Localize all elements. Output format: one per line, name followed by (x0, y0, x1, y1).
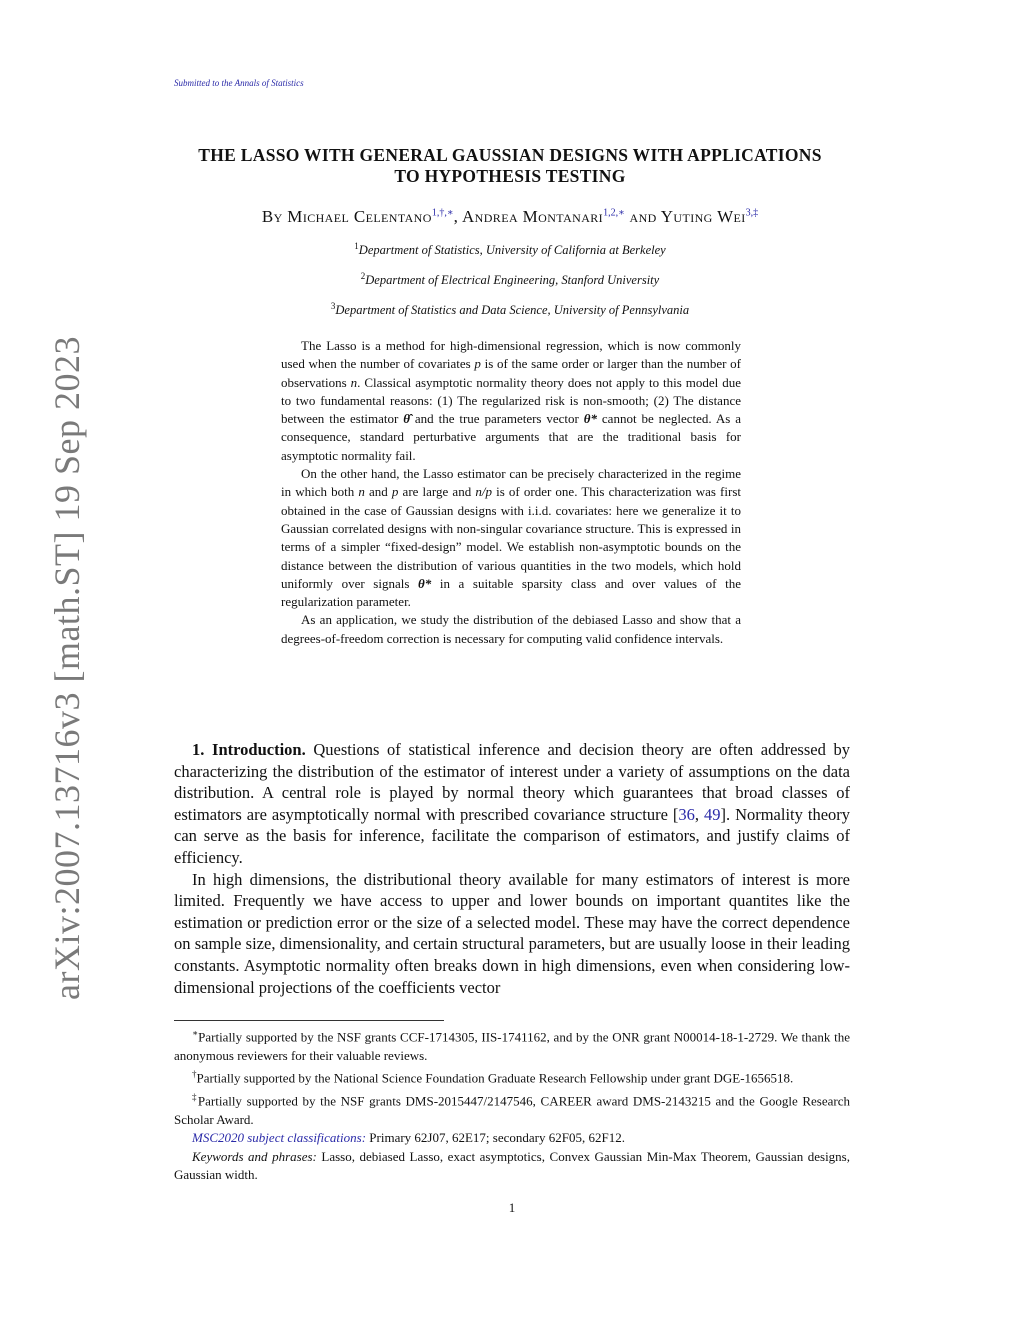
author-wei: Yuting Wei (660, 207, 746, 226)
footnotes (174, 1024, 850, 1185)
affiliation-1-num: 1 (354, 241, 359, 251)
citation-36[interactable]: 36 (678, 804, 695, 824)
affiliation-3-num: 3 (330, 301, 336, 311)
keywords: Keywords and phrases: Lasso, debiased Lasso, exact asymptotics, Convex Gaussian Min-Max Theorem, Gaussian designs, Gaussian width. (174, 1148, 850, 1183)
affiliation-2-num: 2 (360, 271, 366, 281)
title-line-2: TO HYPOTHESIS TESTING (394, 166, 626, 186)
math-n: n (350, 374, 358, 390)
affiliation-1 (160, 241, 860, 258)
author-separator: , (453, 207, 462, 226)
footnote-3-mark: ‡ (192, 1092, 198, 1103)
abstract-paragraph-1: The Lasso is a method for high-dimensional regression, which is now commonly used when the number of covariates p is of the same order or larger than the number of observations n. Classical asymptotic normality theory does not apply to this model due to two fundamental reasons: (1) The regularized risk is non-smooth; (2) The distance between the estimator θ̂ and the true parameters vector θ* cannot be neglected. As a consequence, standard perturbative arguments that are the traditional basis for asymptotic normality fail. (281, 338, 742, 463)
abstract-paragraph-3: As an application, we study the distribution of the debiased Lasso and show that a degrees-of-freedom correction is necessary for computing valid confidence intervals. (281, 612, 741, 646)
citation-49[interactable]: 49 (703, 804, 721, 824)
affiliation-3 (160, 301, 860, 318)
math-theta-hat: θ̂ (403, 411, 411, 427)
affiliation-2 (160, 271, 860, 288)
paper-title (160, 145, 860, 187)
abstract (281, 337, 741, 648)
math-theta-star: θ* (417, 575, 432, 591)
arxiv-identifier-watermark: arXiv:2007.13716v3 [math.ST] 19 Sep 2023 (47, 336, 87, 1000)
footnote-2-mark: † (192, 1069, 197, 1080)
math-theta-star: θ* (583, 411, 598, 427)
math-p: p (391, 484, 399, 500)
section-heading: 1. Introduction. (192, 740, 306, 759)
footnote-1: ∗Partially supported by the NSF grants CCF-1714305, IIS-1741162, and by the ONR grant N00014-18-1-2729. We thank the anonymous reviewers for their valuable reviews. (174, 1028, 850, 1063)
keywords-label: Keywords and phrases: (192, 1148, 317, 1164)
affiliation-1-text: Department of Statistics, University of California at Berkeley (358, 243, 666, 258)
author-montanari: Andrea Montanari (462, 207, 604, 226)
footnote-3: ‡Partially supported by the NSF grants DMS-2015447/2147546, CAREER award DMS-2143215 and the Google Research Scholar Award. (174, 1092, 850, 1127)
footnote-1-mark: ∗ (192, 1028, 199, 1038)
footnote-divider (174, 1020, 444, 1021)
abstract-paragraph-2: On the other hand, the Lasso estimator can be precisely characterized in the regime in which both n and p are large and n/p is of order one. This characterization was first obtained in the case of Gaussian designs with i.i.d. covariates: here we generalize it to Gaussian correlated designs with non-singular covariance structure. This is expressed in terms of a simpler “fixed-design” model. We establish non-asymptotic bounds on the distance between the distribution of various quantities in the two models, which hold uniformly over signals θ* in a suitable sparsity class and over values of the regularization parameter. (281, 466, 741, 610)
introduction-section (174, 739, 850, 998)
author-celentano: Michael Celentano (287, 207, 432, 226)
msc-classifications: MSC2020 subject classifications: Primary 62J07, 62E17; secondary 62F05, 62F12. (192, 1130, 625, 1146)
intro-paragraph-2: In high dimensions, the distributional theory available for many estimators of interest is more limited. Frequently we have access to upper and lower bounds on important quantites like the estimation or prediction error or the size of a selected model. These may have the correct dependence on sample size, dimensionality, and certain structural parameters, but are usually loose in their leading constants. Asymptotic normality often breaks down in high dimensions, even when considering low-dimensional projections of the coefficients vector (174, 869, 850, 997)
author-wei-marks[interactable]: 3,‡ (745, 207, 759, 219)
journal-header-note: Submitted to the Annals of Statistics (174, 78, 304, 88)
page-number: 1 (508, 1200, 516, 1215)
math-p: p (474, 356, 481, 372)
author-montanari-marks[interactable]: 1,2,∗ (603, 207, 625, 219)
math-n: n (358, 484, 365, 500)
math-n-over-p: n/p (475, 484, 492, 500)
intro-paragraph-1: 1. Introduction. Questions of statistical inference and decision theory are often addressed by characterizing the distribution of the estimator of interest under a variety of assumptions on the data distribution. A central role is played by normal theory which guarantees that broad classes of estimators are asymptotically normal with prescribed covariance structure [36, 49]. Normality theory can serve as the basis for inference, facilitate the comparison of estimators, and justify claims of efficiency. (174, 740, 851, 867)
author-line (160, 207, 860, 227)
author-celentano-marks[interactable]: 1,†,∗ (431, 207, 454, 219)
msc-link[interactable]: MSC2020 subject classifications: (192, 1130, 367, 1146)
affiliation-2-text: Department of Electrical Engineering, Stanford University (365, 273, 660, 288)
affiliation-3-text: Department of Statistics and Data Science, University of Pennsylvania (335, 303, 690, 318)
footnote-2: †Partially supported by the National Science Foundation Graduate Research Fellowship under grant DGE-1656518. (192, 1069, 794, 1086)
author-and: and (624, 207, 661, 226)
title-line-1: THE LASSO WITH GENERAL GAUSSIAN DESIGNS WITH APPLICATIONS (198, 145, 822, 165)
by-label: By (261, 207, 283, 226)
